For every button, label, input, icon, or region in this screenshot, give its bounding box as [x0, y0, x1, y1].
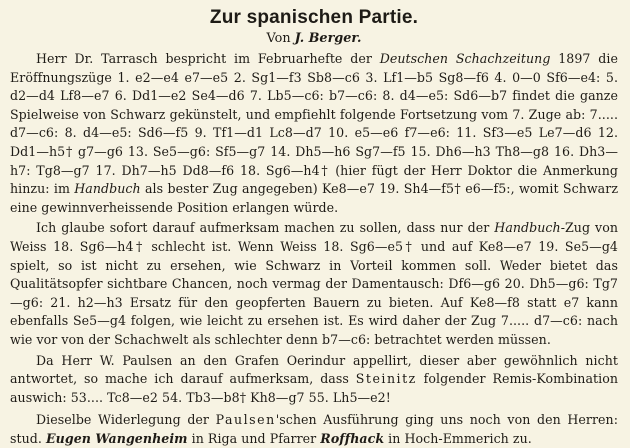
author-name: J. Berger. — [294, 31, 362, 46]
paragraph-4-text-c: in Riga und Pfarrer — [187, 430, 321, 446]
paragraph-4-text-b: 'schen Ausführung ging uns noch von den Herren: stud. — [10, 412, 618, 446]
handbook-reference: Handbuch — [74, 181, 141, 197]
paragraph-2-text-b: -Zug von Weiss 18. Sg6—h4† schlecht ist. Wenn Weiss 18. Sg6—e5† und auf Ke8—e7 19. Se5—g4 spielt, so ist nicht zu ersehen, wie Schwarz in Vorteil kommen soll. Weder bietet das Qualitätsopfer sichtbare Chancen, noch vermag der Damentausch: Df6—g6 20. Dh5—g6: Tg7—g6: 21. h2—h3 Ersatz für den geopferten Bauern zu bieten. Auf Ke8—f8 statt e7 kann ebenfalls Se5—g4 folgen, wie leicht zu ersehen ist. Es wird daher der Zug 7..... d7—c6: nach wie vor von der Schachwelt als schlechter denn b7—c6: betrachtet werden müssen. — [10, 220, 619, 347]
paragraph-3-text-b: folgender Remis-Kombination auswich: 53.... Tc8—e2 54. Tb3—b8† Kh8—g7 55. Lh5—e2! — [10, 371, 618, 405]
paragraph-4-text-d: in Hoch-Emmerich zu. — [384, 430, 532, 446]
article-title: Zur spanischen Partie. — [209, 7, 419, 28]
paragraph-1-text-b: 1897 die Eröffnungszüge 1. e2—e4 e7—e5 2. Sg1—f3 Sb8—c6 3. Lf1—b5 Sg8—f6 4. 0—0 Sf6—e4: 5. d2—d4 Lf8—e7 6. Dd1—e2 Se4—d6 7. Lb5—c6: b7—c6: 8. d4—e5: Sd6—b7 findet die ganze Spielweise von Schwarz gekünstelt, und empfiehlt folgende Fortsetzung vom 7. Zuge ab: 7..... d7—c6: 8. d4—e5: Sd6—f5 9. Tf1—d1 Lc8—d7 10. e5—e6 f7—e6: 11. Sf3—e5 Le7—d6 12. Dd1—h5† g7—g6 13. Se5—g6: Sf5—g7 14. Dh5—h6 Sg7—f5 15. Dh6—h3 Th8—g8 16. Dh3—h7: Tg8—g7 17. Dh7—h5 Dd8—f6 18. Sg6—h4† (hier fügt der Herr Doktor die Anmerkung hinzu: im — [10, 51, 618, 197]
handbook-reference-2: Handbuch — [494, 220, 561, 236]
paragraph-1-text-c: als bester Zug angegeben) Ke8—e7 19. Sh4—f5† e6—f5:, womit Schwarz eine gewinnverheissende Position erlangen würde. — [10, 181, 618, 215]
publication-name: Deutschen Schachzeitung — [379, 51, 551, 66]
paragraph-4-text-a: Dieselbe Widerlegung der — [36, 412, 216, 428]
player-name-steinitz: Steinitz — [355, 371, 417, 387]
paragraph-3-text-a: Da Herr W. Paulsen an den Grafen Oerindur appellirt, dieser aber gewöhnlich nicht antwortet, so mache ich darauf aufmerksam, dass — [10, 352, 618, 387]
player-name-paulsen: Paulsen — [215, 412, 276, 428]
paragraph-2 — [10, 219, 618, 349]
byline-prefix: Von — [266, 31, 291, 46]
paragraph-2-text-a: Ich glaube sofort darauf aufmerksam machen zu sollen, dass nur der — [36, 220, 495, 236]
paragraph-3 — [10, 352, 618, 408]
paragraph-1-text-a: Herr Dr. Tarrasch bespricht im Februarhefte der — [36, 51, 380, 66]
byline — [10, 30, 618, 47]
contributor-name-2: Roffhack — [320, 430, 385, 446]
paragraph-4 — [10, 411, 618, 448]
paragraph-1 — [10, 50, 618, 217]
contributor-name-1: Eugen Wangenheim — [46, 430, 188, 446]
